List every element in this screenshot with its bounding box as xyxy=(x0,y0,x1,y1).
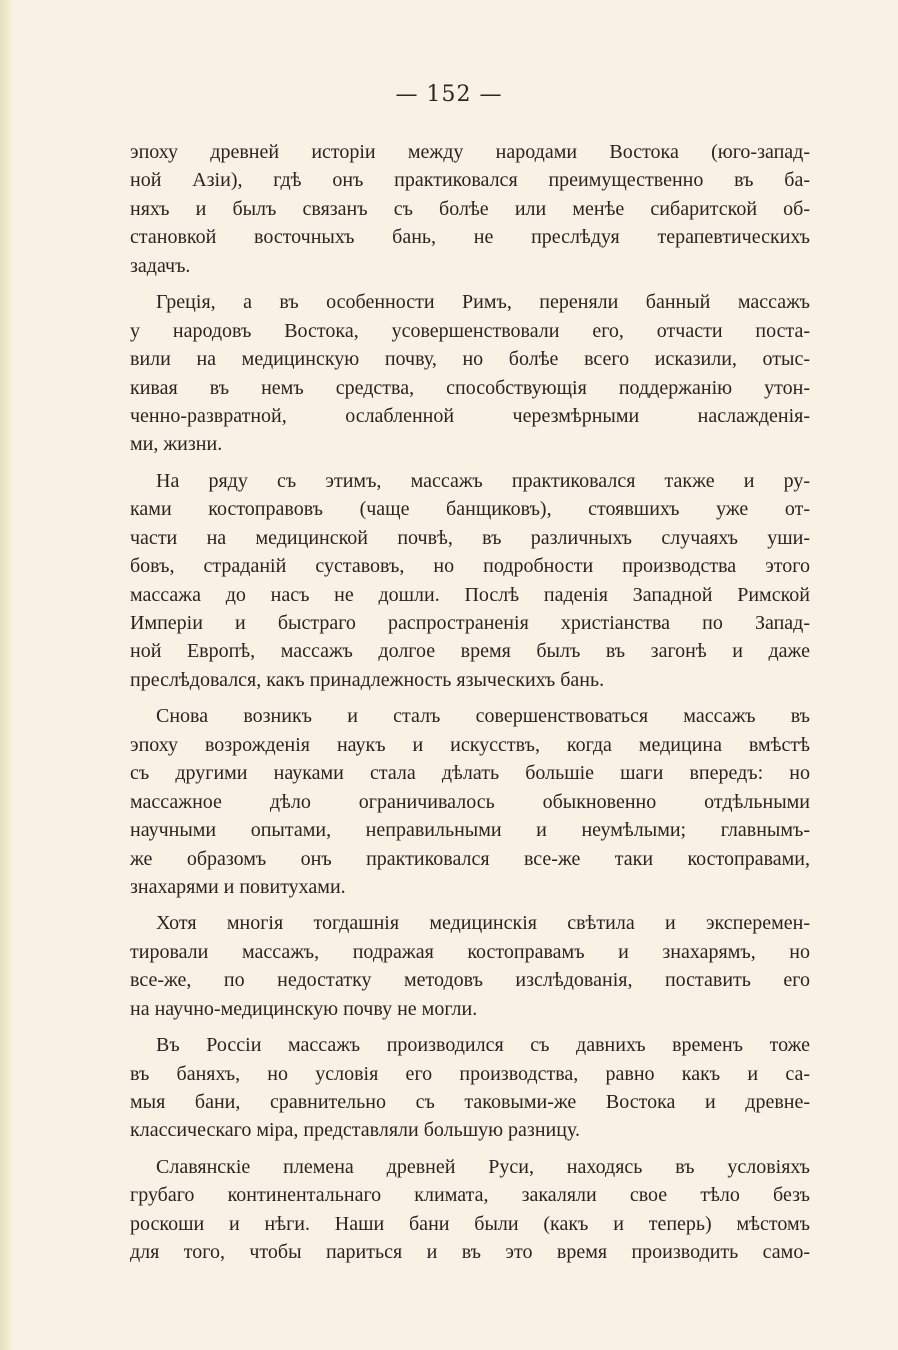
text-line: знахарями и повитухами. xyxy=(130,875,346,898)
text-line: классическаго міра, представляли большую разницу. xyxy=(130,1119,580,1142)
paragraph-gap xyxy=(130,459,810,467)
text-line: ками костоправовъ (чаще банщиковъ), стоявшихъ уже от- xyxy=(130,498,810,521)
text-line: ченно-развратной, ослабленной черезмѣрными наслажденія- xyxy=(130,404,810,427)
text-line: преслѣдовался, какъ принадлежность языческихъ бань. xyxy=(130,668,605,691)
text-line: же образомъ онъ практиковался все-же таки костоправами, xyxy=(130,847,810,870)
text-line: ми, жизни. xyxy=(130,433,223,456)
text-line: Греція, а въ особенности Римъ, переняли банный массажъ xyxy=(156,291,810,314)
text-line: Хотя многія тогдашнія медицинскія свѣтила и эксперемен- xyxy=(156,912,810,935)
text-line: массажа до насъ не дошли. Послѣ паденія Западной Римской xyxy=(130,583,810,606)
text-line: ной Европѣ, массажъ долгое время былъ въ загонѣ и даже xyxy=(130,640,810,663)
text-line: тировали массажъ, подражая костоправамъ и знахарямъ, но xyxy=(130,940,810,963)
text-line: На ряду съ этимъ, массажъ практиковался также и ру- xyxy=(156,469,810,492)
text-line: въ баняхъ, но условія его производства, равно какъ и са- xyxy=(130,1062,810,1085)
text-line: эпоху возрожденія наукъ и искусствъ, когда медицина вмѣстѣ xyxy=(130,733,810,756)
paragraph-gap xyxy=(130,1023,810,1031)
text-line: роскоши и нѣги. Наши бани были (какъ и теперь) мѣстомъ xyxy=(130,1212,810,1235)
paragraph-gap xyxy=(130,280,810,288)
paragraph-gap xyxy=(130,901,810,909)
text-line: задачъ. xyxy=(130,254,191,277)
paragraph-gap xyxy=(130,694,810,702)
text-line: Славянскіе племена древней Руси, находясь въ условіяхъ xyxy=(156,1155,810,1178)
text-line: съ другими науками стала дѣлать большіе шаги впередъ: но xyxy=(130,762,810,785)
paragraph-gap xyxy=(130,1145,810,1153)
text-line: научными опытами, неправильными и неумѣлыми; главнымъ- xyxy=(130,819,810,842)
text-line: грубаго континентальнаго климата, закаляли свое тѣло безъ xyxy=(130,1184,810,1207)
text-line: на научно-медицинскую почву не могли. xyxy=(130,997,478,1020)
text-line: все-же, по недостатку методовъ изслѣдованія, поставить его xyxy=(130,969,810,992)
text-line: становкой восточныхъ бань, не преслѣдуя терапевтическихъ xyxy=(130,226,810,249)
page-number: — 152 — xyxy=(395,82,503,107)
text-line: няхъ и былъ связанъ съ болѣе или менѣе сибаритской об- xyxy=(130,197,810,220)
text-line: Въ Россіи массажъ производился съ давнихъ временъ тоже xyxy=(156,1034,810,1057)
text-line: бовъ, страданій суставовъ, но подробности производства этого xyxy=(130,555,810,578)
text-line: эпоху древней исторіи между народами Востока (юго-запад- xyxy=(130,141,810,163)
text-line: массажное дѣло ограничивалось обыкновенно отдѣльными xyxy=(130,790,810,813)
body-text xyxy=(130,138,810,1267)
page-edge xyxy=(0,0,12,1350)
text-line: вили на медицинскую почву, но болѣе всего исказили, отыс- xyxy=(130,348,810,371)
text-line: части на медицинской почвѣ, въ различныхъ случаяхъ уши- xyxy=(130,526,810,549)
text-line: ной Азіи), гдѣ онъ практиковался преимущественно въ ба- xyxy=(130,169,810,192)
text-line: для того, чтобы париться и въ это время производить само- xyxy=(130,1241,810,1264)
text-line: Имперіи и быстраго распространенія христіанства по Запад- xyxy=(130,612,810,634)
text-line: у народовъ Востока, усовершенствовали его, отчасти поста- xyxy=(130,319,810,342)
text-line: мыя бани, сравнительно съ таковыми-же Востока и древне- xyxy=(130,1091,810,1113)
text-line: Снова возникъ и сталъ совершенствоваться массажъ въ xyxy=(156,705,810,728)
text-line: кивая въ немъ средства, способствующія поддержанію утон- xyxy=(130,376,810,399)
